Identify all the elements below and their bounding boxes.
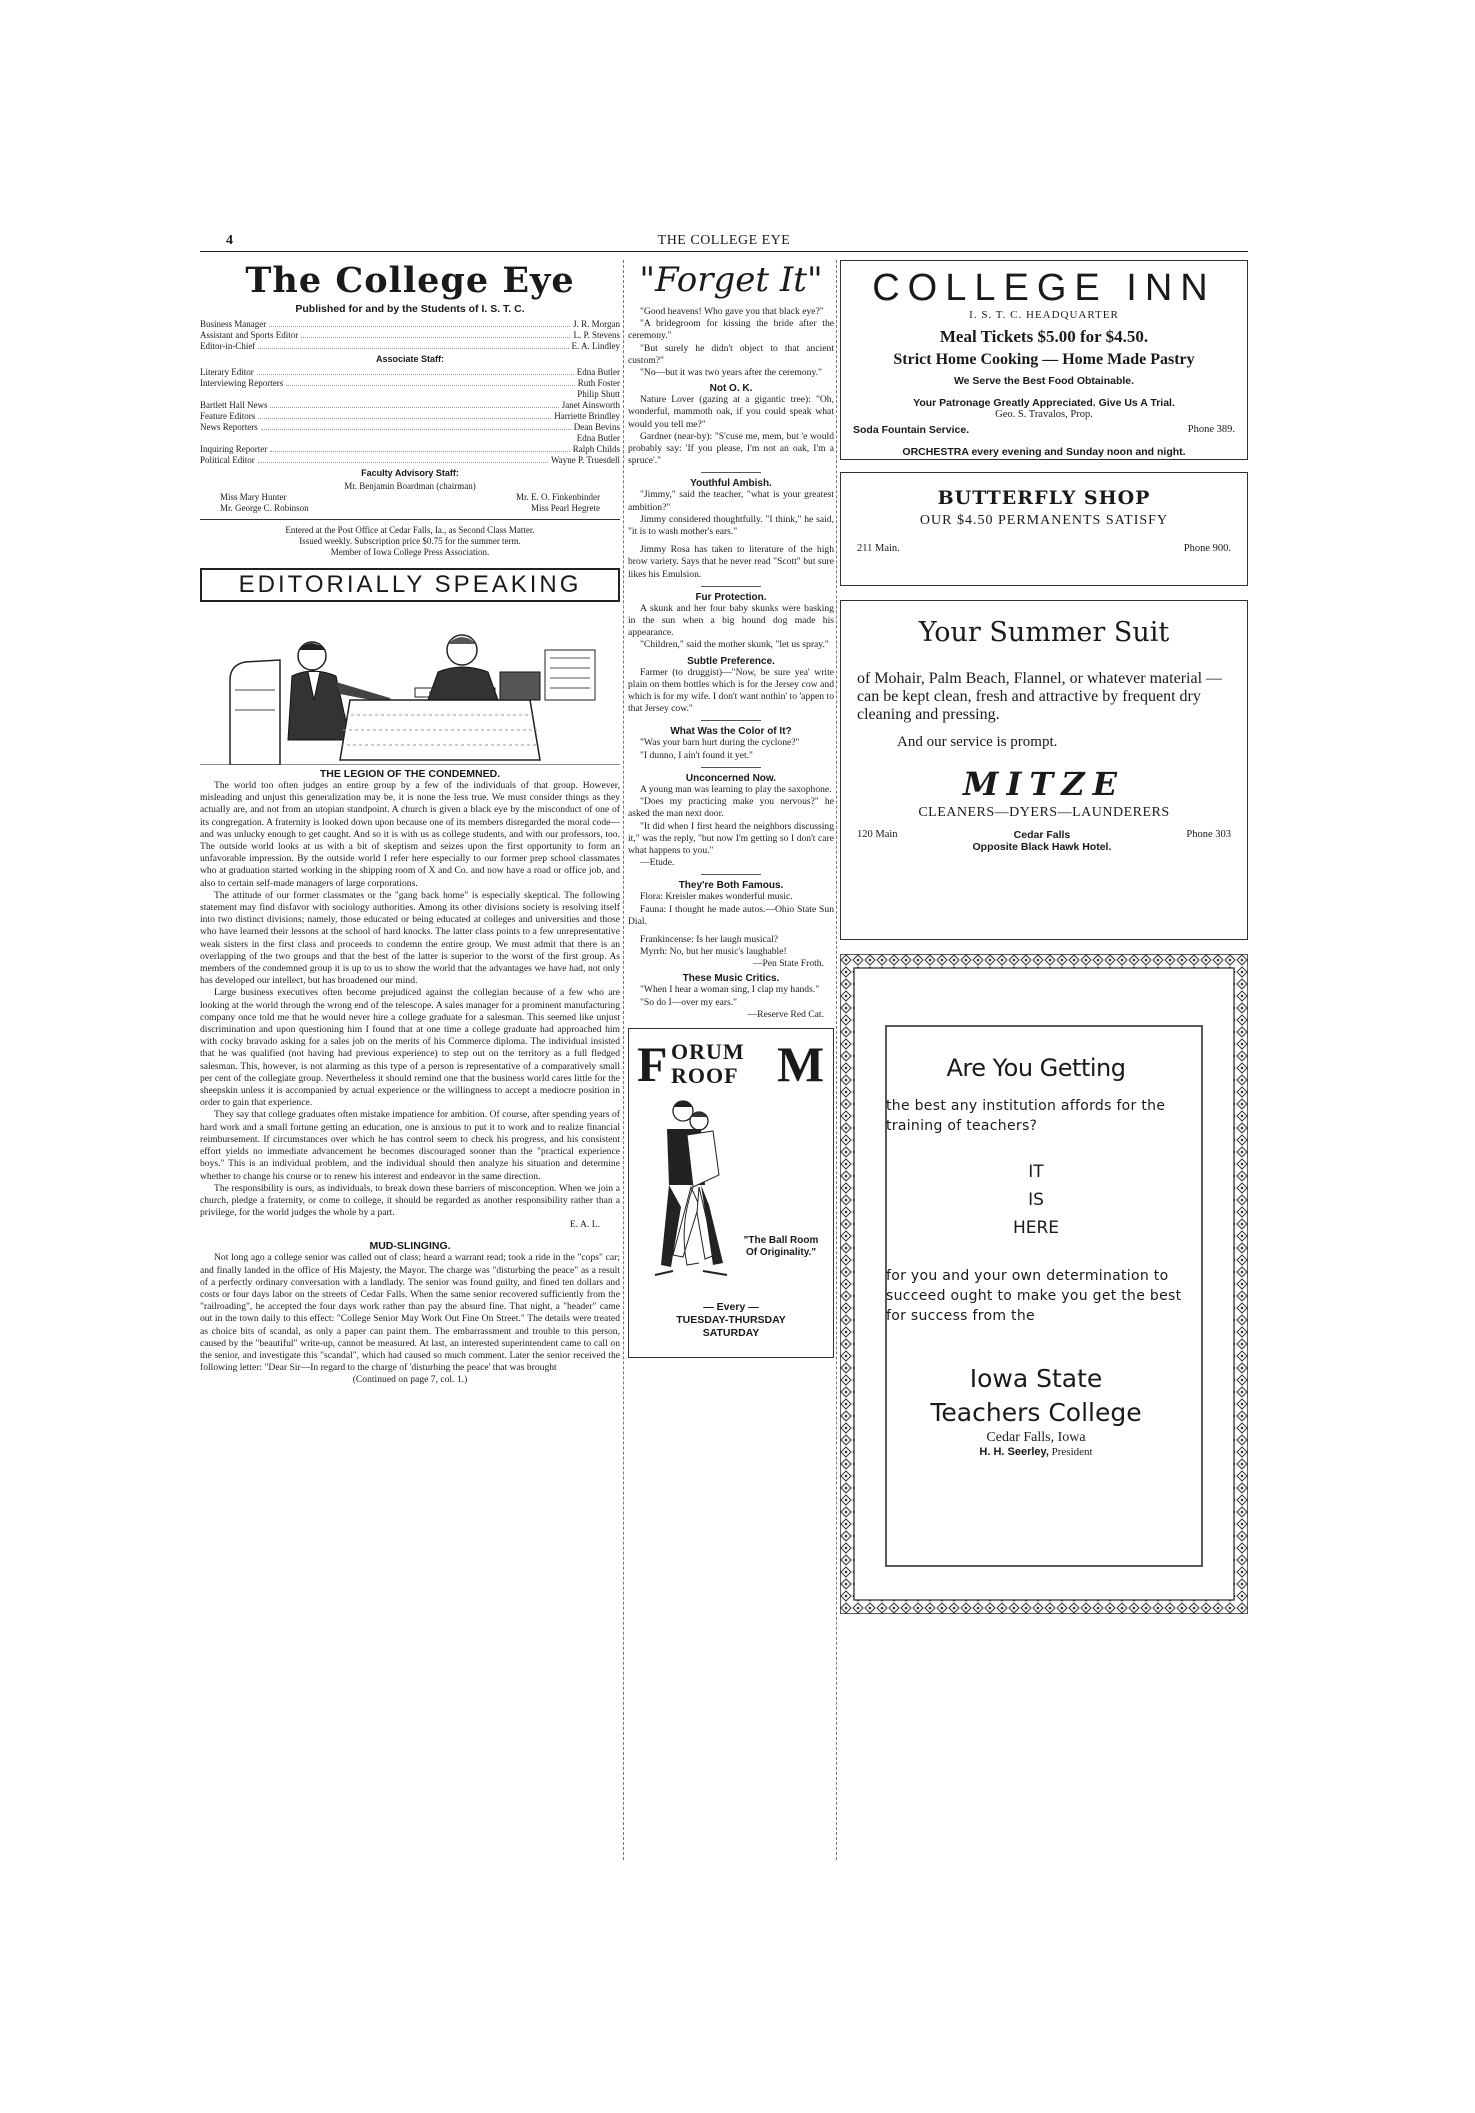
- president-title: President: [1051, 1446, 1093, 1458]
- page-number: 4: [226, 233, 233, 248]
- logo-word: ROOF: [671, 1062, 739, 1088]
- paragraph: The attitude of our former classmates or the "gang back home" is especially skeptical. The following statement may find disfavor with sociology authorities. Among its other divisions society is resolving itself into two distinct divisions; namely, those educated or being educated at colleges and universities and those who have learned their lessons at the school of hard knocks. The latter class points to a few unrepresentative weak sisters in the first class and proceeds to condemn the entire group. We must admit that there is an overlapping of the two groups and that the best of the latter is superior to the worst of the first group. As members of the condemned group it is up to us to show the world that the advantages we have had, not only has developed our intellect, but has broadened our mind.: [200, 889, 620, 987]
- divider: [200, 519, 620, 520]
- staff-name: Edna Butler: [576, 433, 620, 443]
- newspaper-page: [200, 230, 1248, 1870]
- joke-heading: What Was the Color of It?: [670, 726, 792, 738]
- address: 120 Main: [857, 829, 898, 840]
- staff-name: L. P. Stevens: [573, 330, 620, 340]
- legion-article: [200, 780, 620, 1219]
- proprietor: Geo. S. Travalos, Prop.: [995, 409, 1093, 420]
- faculty-member: Miss Mary Hunter: [220, 492, 287, 502]
- staff-name: E. A. Lindley: [571, 341, 620, 351]
- office-scene-image: [200, 620, 620, 765]
- column-jokes: [628, 260, 834, 1870]
- joke-heading: Not O. K.: [709, 383, 753, 395]
- joke-line: Jimmy Rosa has taken to literature of the high brow variety. Says that he never read "Scott" but sure likes his Emulsion.: [628, 544, 834, 580]
- faculty-chair: Mr. Benjamin Boardman (chairman): [344, 481, 476, 491]
- landmark: Opposite Black Hawk Hotel.: [972, 841, 1112, 853]
- staff-row: [200, 433, 620, 444]
- joke-heading: They're Both Famous.: [678, 880, 784, 892]
- entered-notice: Entered at the Post Office at Cedar Falls, Ia., as Second Class Matter.: [285, 525, 535, 535]
- istc-content: [886, 1054, 1186, 1458]
- joke-line: Myrrh: No, but her music's laughable!: [640, 946, 787, 958]
- meal-tickets: Meal Tickets $5.00 for $4.50.: [939, 327, 1149, 346]
- running-title: THE COLLEGE EYE: [657, 233, 791, 248]
- press-association: Member of Iowa College Press Association.: [330, 547, 490, 557]
- here-word: HERE: [1012, 1218, 1060, 1238]
- city: Cedar Falls: [1013, 829, 1071, 841]
- joke-line: "So do I—over my ears.": [640, 996, 738, 1008]
- logo-letter: M: [777, 1035, 825, 1092]
- paragraph: The world too often judges an entire group by a few of the individuals of that group. However, misleading and unjust this generalization may be, it is none the less true. We must consider things as they actually are, and not from an utopian standpoint. A church is given a black eye by the misconduct of one of its congregation. A fraternity is looked down upon because one of its members disregarded the moral code—and was unlucky enough to get caught. And so it is with us as college students, and with our professors, too. The outside world looks at us with a bit of skeptism and seizes upon the first opportunity to form an unfavorable impression. By the outside world I refer here especially to our former prep school classmates who at graduation started working in the shipping room of X and Co. and now have a road or office job, and also to certain self-made managers of large corporations.: [200, 780, 620, 889]
- joke-line: "Children," said the mother skunk, "let us spray.": [640, 639, 829, 651]
- staff-role: Political Editor: [200, 455, 255, 465]
- joke-credit: —Pen State Froth.: [752, 958, 824, 970]
- staff-role: Interviewing Reporters: [200, 378, 284, 388]
- joke-line: "Was your barn hurt during the cyclone?": [640, 737, 800, 749]
- joke-line: Frankincense: Is her laugh musical?: [640, 933, 778, 945]
- schedule-line: — Every —: [703, 1300, 759, 1313]
- masthead-subtitle: Published for and by the Students of I. S. T. C.: [295, 303, 525, 315]
- mitze-ad: [840, 600, 1248, 940]
- subscription-notice: Issued weekly. Subscription price $0.75 for the summer term.: [299, 536, 521, 546]
- divider: [701, 472, 761, 473]
- joke-line: "But surely he didn't object to that ancient custom?": [628, 342, 834, 366]
- joke-line: Farmer (to druggist)—"Now, be sure yea' write plain on them bottles which is for the Jersey cow and which is for my wife. I don't want nothin' to 'appen to that Jersey cow.": [628, 666, 834, 715]
- staff-row: [200, 378, 620, 389]
- column-rule: [836, 260, 837, 1860]
- dancing-couple-image: [643, 1095, 739, 1295]
- joke-line: "When I hear a woman sing, I clap my hands.": [640, 984, 820, 996]
- college-name-line: Iowa State: [969, 1364, 1103, 1393]
- faculty-member: Miss Pearl Hegrete: [531, 503, 600, 513]
- mitze-logo: MITZE: [963, 765, 1125, 803]
- masthead-title: The College Eye: [245, 260, 575, 301]
- staff-name: J. R. Morgan: [573, 319, 620, 329]
- joke-line: "It did when I first heard the neighbors discussing it," was the reply, "but now I'm getting so I don't care what happens to you.": [628, 820, 834, 856]
- joke: [628, 984, 834, 1008]
- butterfly-shop-ad: [840, 472, 1248, 586]
- schedule-line: SATURDAY: [702, 1326, 760, 1339]
- patronage: Your Patronage Greatly Appreciated. Give Us A Trial.: [913, 397, 1175, 409]
- legion-title: THE LEGION OF THE CONDEMNED.: [319, 768, 501, 780]
- butterfly-title: BUTTERFLY SHOP: [937, 487, 1151, 509]
- joke-heading: Subtle Preference.: [687, 655, 775, 667]
- butterfly-sub: OUR $4.50 PERMANENTS SATISFY: [919, 513, 1169, 528]
- phone: Phone 900.: [1183, 543, 1231, 554]
- legion-signature: E. A. L.: [569, 1219, 600, 1231]
- schedule-line: TUESDAY-THURSDAY: [676, 1313, 786, 1326]
- joke-line: "Jimmy," said the teacher, "what is your greatest ambition?": [628, 489, 834, 513]
- faculty-row: [200, 492, 620, 503]
- joke-line: Gardner (near-by): "S'cuse me, mem, but 'e would probably say: 'If you please, I'm not an oak, I'm a spruce'.": [628, 430, 834, 467]
- staff-box: [200, 319, 620, 558]
- college-name: [886, 1362, 1186, 1430]
- phone: Phone 389.: [1187, 424, 1235, 435]
- joke-heading: Unconcerned Now.: [685, 772, 777, 784]
- continued-note: (Continued on page 7, col. 1.): [352, 1374, 468, 1386]
- column-rule: [623, 260, 624, 1860]
- joke-line: "Good heavens! Who gave you that black eye?": [640, 306, 824, 317]
- paragraph: Not long ago a college senior was called out of class; heard a warrant read; took a ride in the "cops" car; and finally landed in the office of His Majesty, the Mayor. The charge was "disturbing the peace" as a result of a perfectly ordinary conversation with a landlady. The senior was found guilty, and fined ten dollars and costs or four days labor on the streets of Cedar Falls. When the same senior recovered sufficiently from the "railroading", he accepted the four days work rather than pay the absurd fine. That night, a "header" came out in the town daily to this effect: "College Senior May Work Out Fine On Street." The details were treated as choice bits of scandal, as only a paper can paint them. The embarrassment and trouble to this person, caused by the "beautiful" write-up, cannot be measured. At last, an interested superintendent came to call on the senior, and investigate this "scandal", which had caused so much comment. Later the senior received the following letter: "Dear Sir—In regard to the charge of 'disturbing the peace' that was brought: [200, 1252, 620, 1374]
- joke-line: "I dunno, I ain't found it yet.": [640, 749, 753, 761]
- butterfly-footer: [857, 543, 1231, 554]
- forget-it-title: "Forget It": [639, 260, 823, 300]
- joke-heading: Fur Protection.: [695, 591, 767, 603]
- joke-line: "Does my practicing make you nervous?" he asked the man next door.: [628, 796, 834, 820]
- address: 211 Main.: [857, 543, 900, 554]
- staff-name: Janet Ainsworth: [561, 400, 620, 410]
- college-location: Cedar Falls, Iowa: [986, 1430, 1086, 1445]
- divider: [701, 767, 761, 768]
- running-header: [200, 230, 1248, 252]
- paragraph: They say that college graduates often mistake impatience for ambition. Of course, after spending years of hard work and a small fortune getting an education, one is anxious to put it to work and to realize financial reimbursement. If circumstances over which he has control seem to check his progress, and his consistent effort yields no immediate advancement he becomes discouraged sooner than the "practical experience boys." This is an individual problem, and the individual should then analyze his situation and determine whether to change his course or to renew his interest and endeavor in the same direction.: [200, 1109, 620, 1182]
- joke: [628, 306, 834, 379]
- istc-headline: Are You Getting: [946, 1054, 1126, 1082]
- joke-line: A young man was learning to play the saxophone.: [640, 783, 832, 795]
- orchestra: ORCHESTRA every evening and Sunday noon and night.: [902, 446, 1186, 458]
- summer-suit-title: Your Summer Suit: [918, 617, 1170, 648]
- joke: [628, 891, 834, 958]
- staff-name: Ruth Foster: [577, 378, 620, 388]
- staff-role: Bartlett Hall News: [200, 400, 268, 410]
- phone: Phone 303: [1186, 829, 1231, 840]
- forum-roof-ad: [628, 1028, 834, 1358]
- forum-roof-logo: [637, 1035, 825, 1091]
- home-cooking: Strict Home Cooking — Home Made Pastry: [893, 351, 1195, 368]
- it-is-here: [886, 1158, 1186, 1242]
- joke-heading: Youthful Ambish.: [690, 478, 772, 490]
- staff-name: Wayne P. Truesdell: [550, 455, 620, 465]
- faculty-member: Mr. George C. Robinson: [220, 503, 309, 513]
- faculty-heading: Faculty Advisory Staff:: [361, 468, 459, 478]
- forum-caption: "The Ball Room Of Originality.": [743, 1234, 819, 1258]
- joke-line: "A bridegroom for kissing the bride after the ceremony.": [628, 318, 834, 342]
- suit-body: of Mohair, Palm Beach, Flannel, or whatever material — can be kept clean, fresh and attractive by frequent dry cleaning and pressing.: [857, 670, 1223, 723]
- joke-credit: —Reserve Red Cat.: [747, 1008, 824, 1020]
- joke-heading: These Music Critics.: [682, 973, 780, 985]
- staff-row: [200, 444, 620, 455]
- istc-ad: [840, 954, 1248, 1614]
- mitze-footer: [857, 829, 1231, 853]
- paragraph: Large business executives often become prejudiced against the collegian because of a few who are looking at the world through the wrong end of the telescope. A sales manager for a prominent manufacturing company once told me that he would never hire a college graduate for a salesman. This seemed like unjust discrimination and upon questioning him I found that at one time a college graduate had approached him with cocky bravado asking for a sales job on the merits of his Commerce diploma. The individual insisted that he was qualified (not having had previous experience) to step out on the territory as a full fledged salesman. This, however, is not alarming as this type of a person is representative of a comparatively small per cent of the collegiate group. Nevertheless it should remind one that the business world cares little for the sheepskin unless it is accompanied by actual experience or the willingness to accept a mediocre position in order to gain that experience.: [200, 987, 620, 1109]
- staff-name: Philip Shutt: [577, 389, 620, 399]
- location: [973, 829, 1112, 853]
- college-inn-sub: I. S. T. C. HEADQUARTER: [969, 309, 1119, 321]
- associate-heading: Associate Staff:: [375, 354, 445, 364]
- mud-title: MUD-SLINGING.: [369, 1240, 451, 1253]
- staff-name: Ralph Childs: [572, 444, 620, 454]
- president-name: H. H. Seerley,: [979, 1446, 1049, 1458]
- paragraph: The responsibility is ours, as individuals, to break down these barriers of misconception. When we join a church, pledge a fraternity, or come to college, it should be regarded as another responsibility rather than a privilege, for the world judges the whole by a part.: [200, 1182, 620, 1219]
- joke-credit: —Etude.: [640, 857, 675, 869]
- staff-row: [200, 330, 620, 341]
- divider: [701, 586, 761, 587]
- service-line: And our service is prompt.: [897, 734, 1058, 750]
- staff-name: Dean Bevins: [573, 422, 620, 432]
- president-line: [886, 1446, 1186, 1458]
- staff-row: [200, 319, 620, 330]
- column-editorial: [200, 260, 620, 1870]
- college-inn-ad: [840, 260, 1248, 460]
- staff-name: Edna Butler: [576, 367, 620, 377]
- staff-role: Literary Editor: [200, 367, 254, 377]
- editorially-speaking-banner: EDITORIALLY SPEAKING: [200, 568, 620, 602]
- staff-role: Business Manager: [200, 319, 267, 329]
- faculty-row: [200, 503, 620, 514]
- staff-row: [200, 422, 620, 433]
- joke: [628, 603, 834, 652]
- logo-letter: F: [637, 1035, 668, 1092]
- joke-line: Fauna: I thought he made autos.—Ohio State Sun Dial.: [628, 903, 834, 927]
- joke-line: Flora: Kreisler makes wonderful music.: [640, 891, 793, 903]
- staff-name: Harriette Brindley: [554, 411, 620, 421]
- joke-line: Nature Lover (gazing at a gigantic tree): "Oh, wonderful, mammoth oak, if you could speak what would you tell me?": [628, 394, 834, 430]
- soda-fountain: Soda Fountain Service.: [853, 424, 970, 436]
- joke: [628, 394, 834, 467]
- staff-row: [200, 455, 620, 466]
- staff-role: Editor-in-Chief: [200, 341, 256, 351]
- staff-role: Inquiring Reporter: [200, 444, 268, 454]
- joke-line: Jimmy considered thoughtfully. "I think," he said, "it is to wash mother's ears.": [628, 513, 834, 538]
- staff-role: News Reporters: [200, 422, 258, 432]
- editorial-illustration: [200, 620, 620, 765]
- logo-word: ORUM: [671, 1038, 745, 1064]
- staff-row: [200, 341, 620, 352]
- college-name-line: Teachers College: [930, 1398, 1142, 1427]
- column-ads: [840, 260, 1248, 1870]
- staff-row: [200, 389, 620, 400]
- college-inn-title: COLLEGE INN: [872, 267, 1216, 309]
- it-word: IT: [1028, 1162, 1044, 1182]
- joke-line: A skunk and her four baby skunks were basking in the sun when a big hound dog made his appearance.: [628, 602, 834, 639]
- forum-schedule: [629, 1301, 833, 1340]
- staff-row: [200, 367, 620, 378]
- joke-line: "No—but it was two years after the ceremony.": [640, 367, 822, 379]
- joke: [628, 784, 834, 869]
- joke: [628, 489, 834, 580]
- joke: [628, 737, 834, 761]
- faculty-member: Mr. E. O. Finkenbinder: [516, 492, 600, 502]
- cleaners-line: CLEANERS—DYERS—LAUNDERERS: [918, 805, 1170, 820]
- staff-role: Assistant and Sports Editor: [200, 330, 299, 340]
- staff-role: Feature Editors: [200, 411, 256, 421]
- mud-article: [200, 1252, 620, 1374]
- joke: [628, 667, 834, 716]
- soda-row: [853, 424, 1235, 436]
- istc-body: the best any institution affords for the training of teachers?: [886, 1098, 1166, 1134]
- is-word: IS: [1028, 1190, 1044, 1210]
- staff-row: [200, 400, 620, 411]
- istc-body-2: for you and your own determination to succeed ought to make you get the best for success from the: [886, 1268, 1182, 1324]
- best-food: We Serve the Best Food Obtainable.: [953, 375, 1135, 387]
- divider: [701, 720, 761, 721]
- divider: [701, 874, 761, 875]
- staff-row: [200, 411, 620, 422]
